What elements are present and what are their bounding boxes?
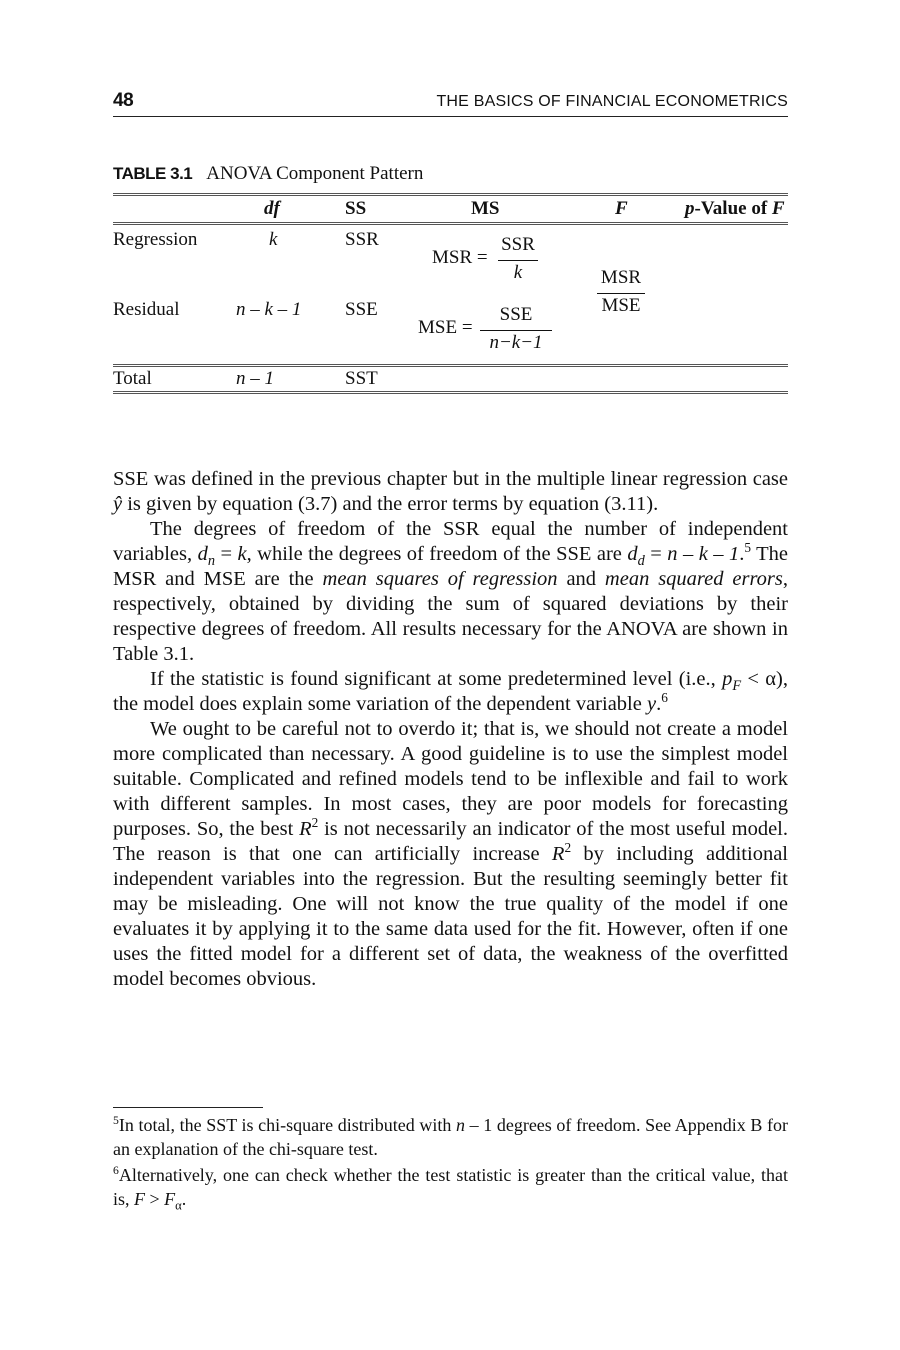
pvalue-f: F [771,198,785,219]
p2-text-d: = [644,543,668,565]
table-top-rule [113,193,788,197]
p2-text-h: , respectively, obtained by dividing the sum of squared deviations by their respective degrees of freedom. All results necessary for the ANOVA are shown in Table 3.1. [113,568,788,665]
p4-sup-2: 2 [564,840,572,856]
footnote-6 [113,1164,788,1211]
p2-dd-sub: d [637,553,645,570]
footnote-5-mark: 5 [113,1114,119,1127]
table-header-rule [113,222,788,226]
p4-text-b: is not necessarily an indicator of the most useful model. The reason is that one can artificially increase [113,818,788,865]
row-ss-total: SST [345,368,378,389]
p4-sup-1: 2 [311,815,319,831]
table-title: ANOVA Component Pattern [206,163,424,184]
footnote-6-f-alpha: F [164,1188,176,1209]
paragraph-2 [113,517,788,667]
footnote-6-end: . [181,1188,187,1209]
p1-yhat: ŷ [113,493,123,515]
p3-text-c: . [656,693,662,715]
f-numerator: MSR [600,267,642,288]
f-denominator: MSE [601,295,641,316]
row-df-residual: n – k – 1 [236,299,302,320]
mse-lhs: MSE = [418,317,473,338]
row-ss-regression: SSR [345,229,379,250]
row-source-residual: Residual [113,299,180,320]
header-rule [113,116,788,117]
paragraph-1 [113,467,788,517]
pvalue-p: p [685,198,695,219]
p4-r-squared-1: R [299,818,312,840]
col-header-ss: SS [345,198,367,219]
paragraph-3 [113,667,788,717]
p4-r-squared-2: R [551,843,565,865]
p2-text-c: , while the degrees of freedom of the SSE are [246,543,628,565]
p2-text-g: and [557,568,605,590]
p1-text-b: is given by equation (3.7) and the error terms by equation (3.11). [122,493,659,515]
footnote-5-text-b: – 1 degrees of freedom. See Appendix B for an explanation of the chi-square test. [113,1115,788,1159]
paragraph-4 [113,717,788,992]
p3-p-sub: F [732,678,742,695]
row-df-total: n – 1 [236,368,274,389]
footnote-6-text: Alternatively, one can check whether the test statistic is greater than the critical value, that is, [113,1165,788,1209]
col-header-pvalue [685,198,785,220]
page-number: 48 [113,90,134,111]
p3-y: y [646,693,657,715]
p3-text-b: < α), the model does explain some variation of the dependent variable [113,668,788,715]
footnote-6-alpha-sub: α [175,1198,182,1213]
row-df-regression: k [269,229,278,250]
table-bottom-rule [113,391,788,395]
footnote-6-f: F [134,1188,146,1209]
p2-text-b: = [215,543,238,565]
p2-text-f: The MSR and MSE are the [113,543,788,590]
pvalue-text: -Value of [694,198,772,219]
p2-dn-sub: n [207,553,215,570]
p2-dn: d [197,543,208,565]
msr-fraction-bar [498,260,538,261]
p2-emphasis-2: mean squared errors [604,568,783,590]
table-caption [113,163,423,185]
p3-text-a: If the statistic is found significant at some predetermined level (i.e., [150,668,723,690]
row-source-regression: Regression [113,229,198,250]
p4-text-c: by including additional independent variables into the regression. But the resulting seemingly better fit may be misleading. One will not know the true quality of the model if one evaluates it by applying it to the same data used for the fit. However, often if one uses the fitted model for a different set of data, the weakness of the overfitted model becomes obvious. [113,843,788,990]
f-fraction-bar [597,293,645,294]
msr-denominator: k [513,262,523,283]
msr-lhs: MSR = [432,247,488,268]
footnote-ref-6: 6 [661,690,668,706]
footnote-rule [113,1107,263,1108]
col-header-f: F [615,198,628,219]
footnotes [113,1114,788,1214]
mse-denominator: n−k−1 [489,332,543,353]
p1-text-a: SSE was defined in the previous chapter but in the multiple linear regression case [113,468,788,490]
running-title: THE BASICS OF FINANCIAL ECONOMETRICS [436,93,788,110]
msr-numerator: SSR [501,234,535,255]
p4-text-a: We ought to be careful not to overdo it; that is, we should not create a model more complicated than necessary. A good guideline is to use the simplest model suitable. Complicated and refined models tend to be inflexible and fail to work with different samples. In most cases, they are poor models for forecasting purposes. So, the best [113,718,788,840]
mse-fraction-bar [480,330,552,331]
body-text [113,467,788,992]
col-header-df: df [264,198,280,219]
row-source-total: Total [113,368,152,389]
p2-k: k [237,543,247,565]
footnote-6-gt: > [145,1188,165,1209]
p3-p: p [722,668,733,690]
table-label: TABLE 3.1 [113,164,193,183]
p2-text-e: . [739,543,745,565]
p2-expr: n – k – 1 [667,543,740,565]
footnote-6-mark: 6 [113,1164,119,1177]
p2-emphasis-1: mean squares of regression [322,568,558,590]
col-header-ms: MS [471,198,500,219]
p2-text-a: The degrees of freedom of the SSR equal the number of independent variables, [113,518,788,565]
footnote-5-text-a: In total, the SST is chi-square distributed with [118,1115,456,1135]
footnote-ref-5: 5 [744,540,752,556]
mse-numerator: SSE [499,304,533,325]
row-ss-residual: SSE [345,299,378,320]
footnote-5-n: n [455,1115,465,1135]
p2-dd: d [627,543,638,565]
footnote-5 [113,1114,788,1161]
table-total-rule [113,364,788,368]
